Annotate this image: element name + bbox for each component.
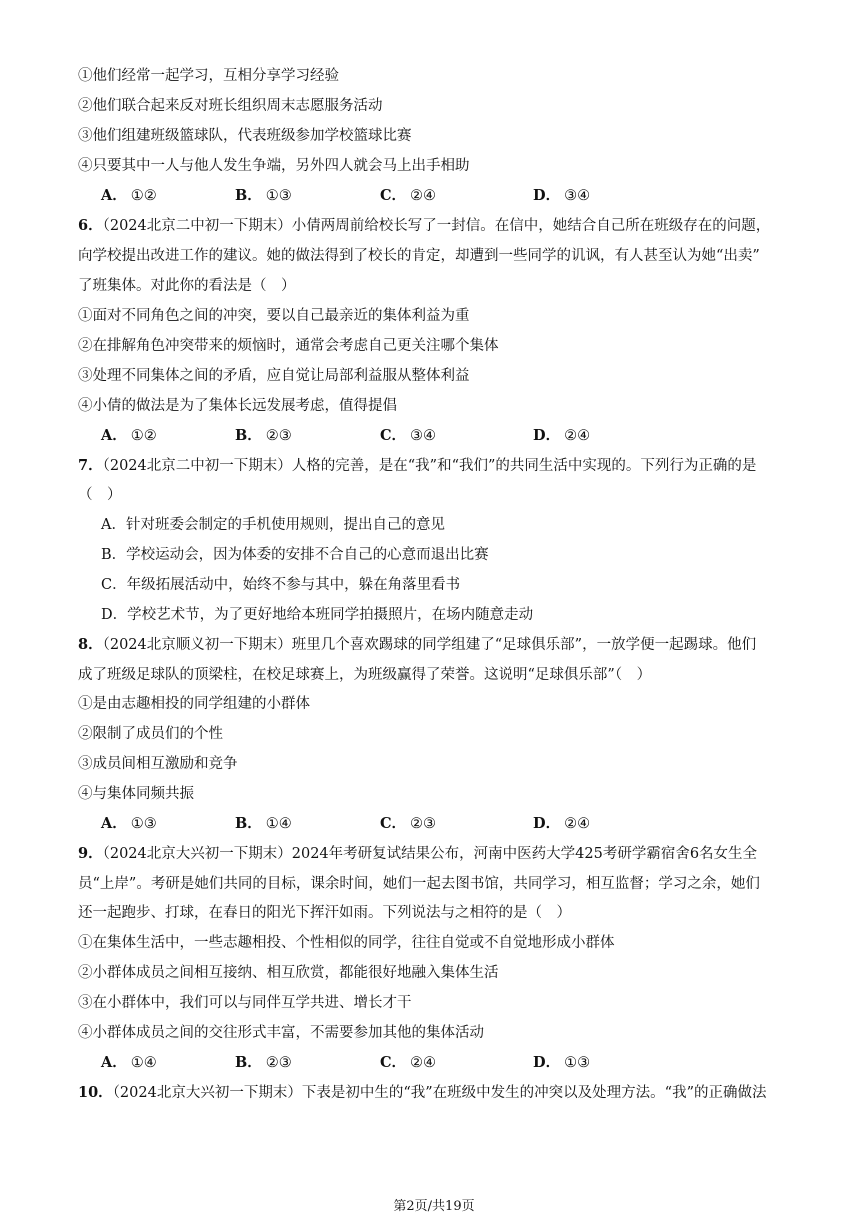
choice-letter: C．: [380, 427, 407, 444]
q9-stem-line-2: 员“上岸”。考研是她们共同的目标，课余时间，她们一起去图书馆，共同学习，相互监督；学习之余，她们: [78, 876, 760, 892]
question-number: 10．: [78, 1084, 113, 1101]
q5-choice-d: [533, 186, 590, 206]
choice-letter: C．: [380, 1054, 407, 1071]
choice-text: ③④: [410, 428, 437, 444]
question-number: 8．: [78, 636, 103, 653]
q5-choice-c: [380, 186, 436, 206]
choice-text: ②③: [410, 816, 437, 832]
q6-item-4: ④小倩的做法是为了集体长远发展考虑，值得提倡: [78, 398, 397, 414]
q7-option-c: C．年级拓展活动中，始终不参与其中，躲在角落里看书: [101, 577, 461, 593]
q5-choice-b: [235, 186, 292, 206]
choice-letter: A．: [101, 187, 127, 204]
choice-letter: D．: [533, 187, 561, 204]
choice-text: ①②: [130, 188, 157, 204]
choice-text: ②③: [265, 428, 292, 444]
q5-item-1: ①他们经常一起学习，互相分享学习经验: [78, 68, 339, 84]
question-number: 9．: [78, 845, 103, 862]
q5-item-2: ②他们联合起来反对班长组织周末志愿服务活动: [78, 98, 383, 114]
q9-choice-a: [101, 1053, 157, 1073]
q8-choice-d: [533, 814, 590, 834]
choice-letter: D．: [533, 427, 561, 444]
q7-option-d: D．学校艺术节，为了更好地给本班同学拍摄照片，在场内随意走动: [101, 607, 534, 623]
q8-choice-c: [380, 814, 436, 834]
q6-item-3: ③处理不同集体之间的矛盾，应自觉让局部利益服从整体利益: [78, 368, 470, 384]
q9-stem-line-3: 还一起跑步、打球，在春日的阳光下挥汗如雨。下列说法与之相符的是（ ）: [78, 905, 571, 921]
stem-text: （2024北京大兴初一下期末）2024年考研复试结果公布，河南中医药大学425考研学霸宿舍6名女生全: [102, 846, 758, 862]
q8-item-2: ②限制了成员们的个性: [78, 726, 223, 742]
q10-stem-line-1: [78, 1083, 767, 1103]
q8-item-4: ④与集体同频共振: [78, 786, 194, 802]
q6-choice-c: [380, 426, 436, 446]
choice-letter: B．: [235, 1054, 262, 1071]
choice-text: ②④: [410, 1055, 437, 1071]
q6-choice-a: [101, 426, 157, 446]
page-footer: 第2页/共19页: [393, 1199, 475, 1214]
choice-text: ①③: [564, 1055, 591, 1071]
q9-choice-d: [533, 1053, 590, 1073]
choice-text: ①③: [265, 188, 292, 204]
choice-letter: A．: [101, 815, 127, 832]
choice-letter: D．: [533, 815, 561, 832]
stem-text: （2024北京二中初一下期末）人格的完善，是在“我”和“我们”的共同生活中实现的。下列行为正确的是: [102, 458, 757, 474]
choice-text: ②④: [564, 816, 591, 832]
choice-text: ②③: [265, 1055, 292, 1071]
q8-choice-b: [235, 814, 292, 834]
q8-item-3: ③成员间相互激励和竞争: [78, 756, 238, 772]
q6-stem-line-3: 了班集体。对此你的看法是（ ）: [78, 278, 296, 294]
choice-text: ①④: [265, 816, 292, 832]
choice-text: ③④: [564, 188, 591, 204]
q5-choice-a: [101, 186, 157, 206]
q9-item-3: ③在小群体中，我们可以与同伴互学共进、增长才干: [78, 995, 412, 1011]
choice-letter: A．: [101, 427, 127, 444]
stem-text: （2024北京大兴初一下期末）下表是初中生的“我”在班级中发生的冲突以及处理方法。“我”的正确做法: [112, 1085, 767, 1101]
choice-letter: A．: [101, 1054, 127, 1071]
stem-text: （2024北京顺义初一下期末）班里几个喜欢踢球的同学组建了“足球俱乐部”，一放学便一起踢球。他们: [102, 637, 757, 653]
q6-item-1: ①面对不同角色之间的冲突，要以自己最亲近的集体利益为重: [78, 308, 470, 324]
question-number: 6．: [78, 217, 103, 234]
stem-text: （2024北京二中初一下期末）小倩两周前给校长写了一封信。在信中，她结合自己所在班级存在的问题，: [102, 218, 771, 234]
q6-choice-b: [235, 426, 292, 446]
choice-letter: D．: [533, 1054, 561, 1071]
q7-stem-line-1: [78, 456, 756, 476]
q9-item-1: ①在集体生活中，一些志趣相投、个性相似的同学，往往自觉或不自觉地形成小群体: [78, 935, 615, 951]
question-number: 7．: [78, 457, 103, 474]
choice-text: ②④: [410, 188, 437, 204]
q6-item-2: ②在排解角色冲突带来的烦恼时，通常会考虑自己更关注哪个集体: [78, 338, 499, 354]
q6-stem-line-2: 向学校提出改进工作的建议。她的做法得到了校长的肯定，却遭到一些同学的讥讽，有人甚至认为她“出卖”: [78, 248, 760, 264]
q9-stem-line-1: [78, 844, 757, 864]
choice-text: ①②: [130, 428, 157, 444]
choice-text: ②④: [564, 428, 591, 444]
q9-item-4: ④小群体成员之间的交往形式丰富，不需要参加其他的集体活动: [78, 1025, 484, 1041]
choice-text: ①③: [130, 816, 157, 832]
q8-stem-line-1: [78, 635, 756, 655]
q9-item-2: ②小群体成员之间相互接纳、相互欣赏，都能很好地融入集体生活: [78, 965, 499, 981]
choice-letter: C．: [380, 815, 407, 832]
choice-letter: B．: [235, 427, 262, 444]
q6-stem-line-1: [78, 216, 770, 236]
q8-item-1: ①是由志趣相投的同学组建的小群体: [78, 696, 310, 712]
q7-option-b: B．学校运动会，因为体委的安排不合自己的心意而退出比赛: [101, 547, 489, 563]
q7-stem-line-2: （ ）: [78, 487, 122, 503]
choice-text: ①④: [130, 1055, 157, 1071]
q9-choice-c: [380, 1053, 436, 1073]
q7-option-a: A．针对班委会制定的手机使用规则，提出自己的意见: [101, 517, 445, 533]
choice-letter: B．: [235, 815, 262, 832]
choice-letter: B．: [235, 187, 262, 204]
q8-choice-a: [101, 814, 157, 834]
q6-choice-d: [533, 426, 590, 446]
q8-stem-line-2: 成了班级足球队的顶梁柱，在校足球赛上，为班级赢得了荣誉。这说明“足球俱乐部”（ ）: [78, 667, 652, 683]
q5-item-3: ③他们组建班级篮球队，代表班级参加学校篮球比赛: [78, 128, 412, 144]
choice-letter: C．: [380, 187, 407, 204]
q9-choice-b: [235, 1053, 292, 1073]
q5-item-4: ④只要其中一人与他人发生争端，另外四人就会马上出手相助: [78, 158, 470, 174]
